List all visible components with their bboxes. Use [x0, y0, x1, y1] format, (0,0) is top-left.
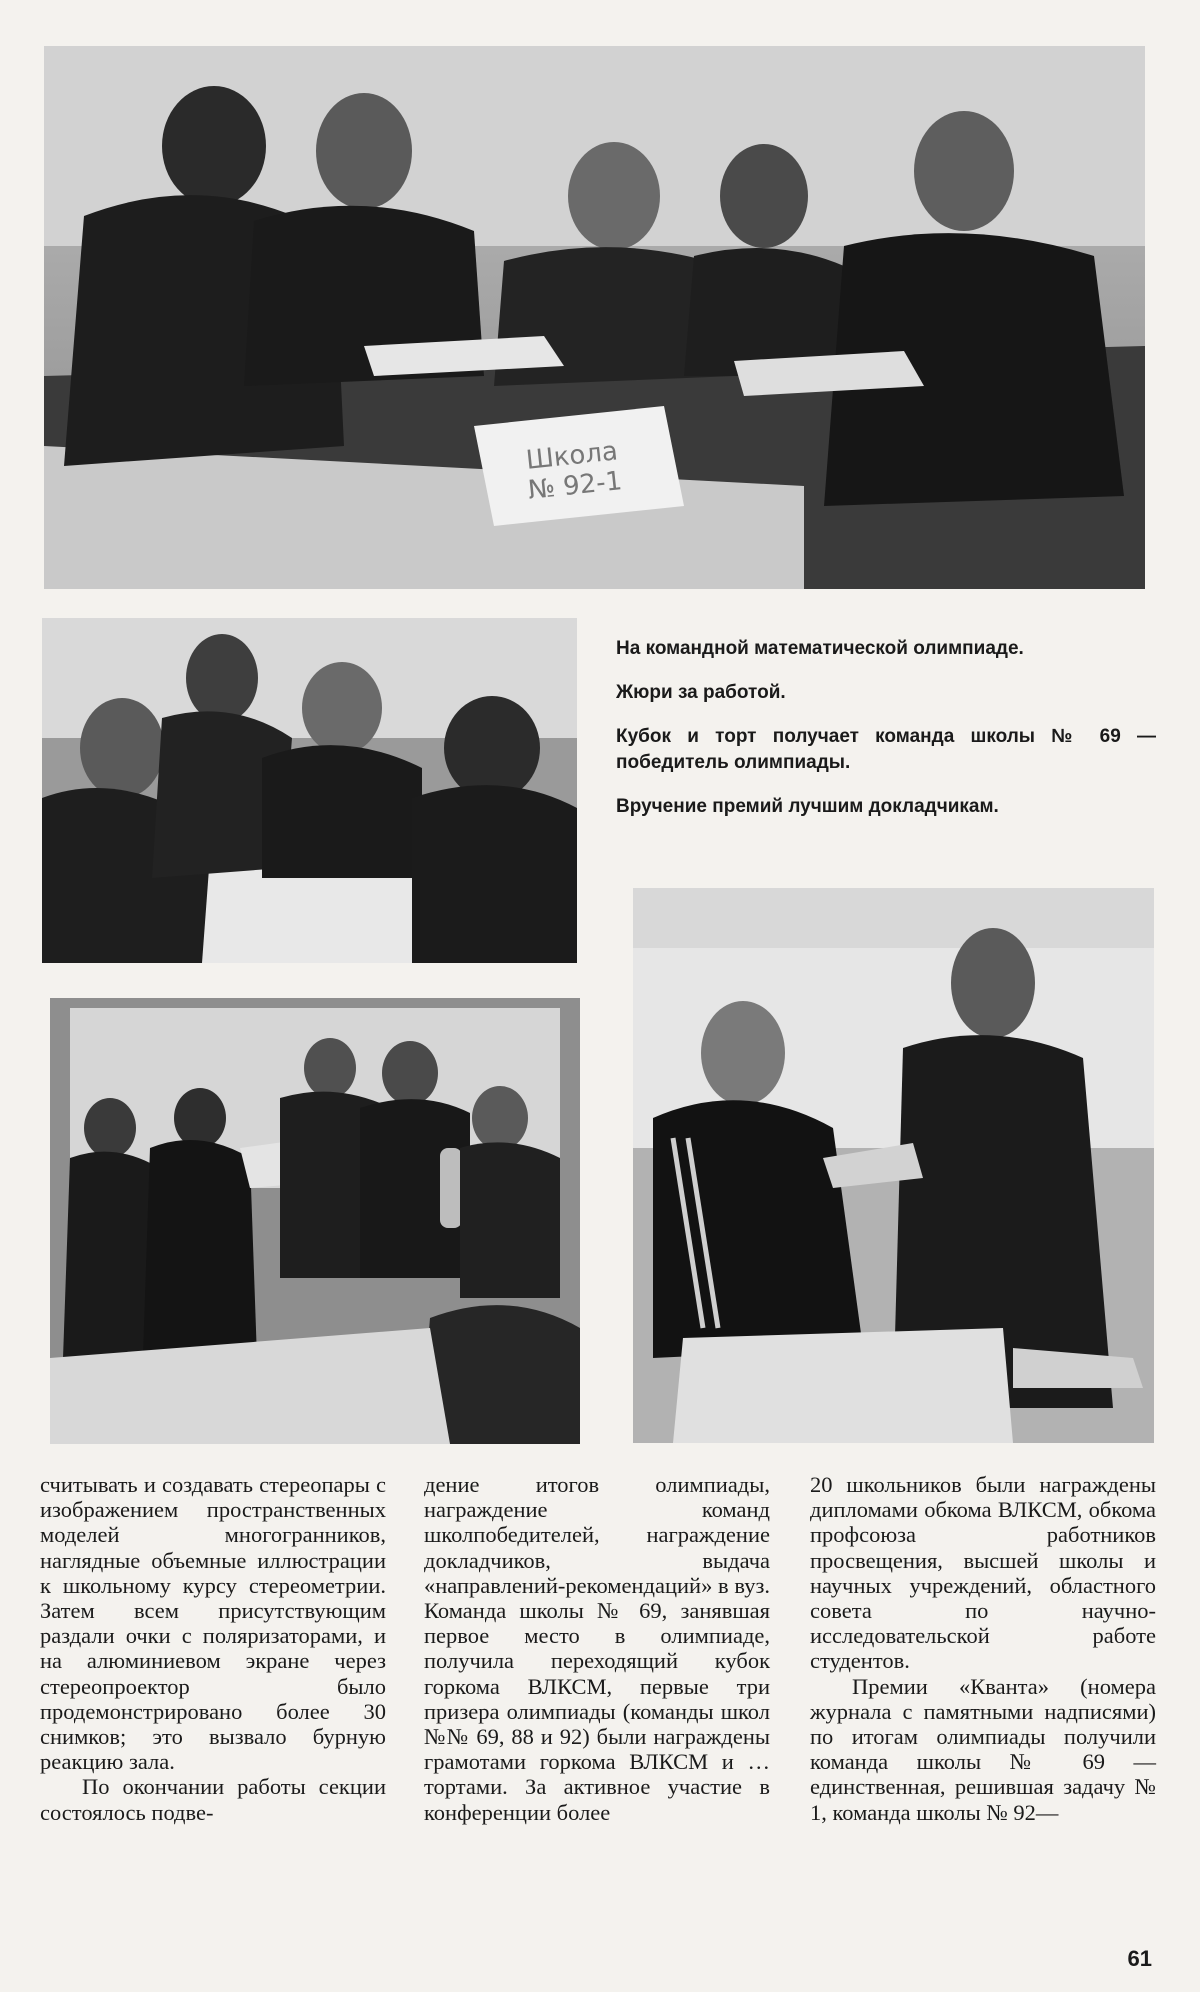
paragraph: Премии «Кванта» (номера журнала с памятными надписями) по итогам олимпиады получили команда школы № 69 — единственная, решившая задачу № 1, команда школы № 92— — [810, 1673, 1156, 1825]
paragraph: дение итогов олимпиады, награждение команд школпобедителей, награждение докладчиков, выдача «направлений-рекомендаций» в вуз. Команда школы № 69, занявшая первое место в олимпиаде, получила переходящий кубок горкома ВЛКСМ, первые три призера олимпиады (команды школ №№ 69, 88 и 92) были награждены грамотами горкома ВЛКСМ и …тортами. За активное участие в конференции более — [424, 1472, 770, 1825]
photo-team-olympiad — [44, 46, 1145, 589]
photo-jury-at-work — [42, 618, 577, 963]
paragraph: По окончании работы секции состоялось подве- — [40, 1774, 386, 1825]
paragraph: 20 школьников были награждены дипломами обкома ВЛКСМ, обкома профсоюза работников просвещения, высшей школы и научных учреждений, областного совета по научно-исследовательской работе студентов. — [810, 1472, 1156, 1674]
caption-team-olympiad: На командной математической олимпиаде. — [616, 638, 1024, 659]
photo-captions — [616, 636, 1156, 838]
photo-cup-and-cake — [50, 998, 580, 1444]
text-column-2 — [424, 1472, 770, 1825]
photo-award-ceremony — [633, 888, 1154, 1443]
caption-cup-and-cake: Кубок и торт получает команда школы № 69 — победитель олимпиады. — [616, 726, 1156, 773]
placard-text: Школа№ 92-1 — [524, 436, 624, 506]
text-column-1 — [40, 1472, 386, 1825]
text-column-3 — [810, 1472, 1156, 1825]
page-number: 61 — [1127, 1946, 1152, 1971]
paragraph: считывать и создавать стереопары с изображением пространственных моделей многогранников, наглядные объемные иллюстрации к школьному курсу стереометрии. Затем всем присутствующим раздали очки с поляризаторами, и на алюминиевом экране через стереопроектор было продемонстрировано более 30 снимков; это вызвало бурную реакцию зала. — [40, 1472, 386, 1775]
caption-jury: Жюри за работой. — [616, 682, 786, 703]
caption-award-ceremony: Вручение премий лучшим докладчикам. — [616, 796, 999, 817]
